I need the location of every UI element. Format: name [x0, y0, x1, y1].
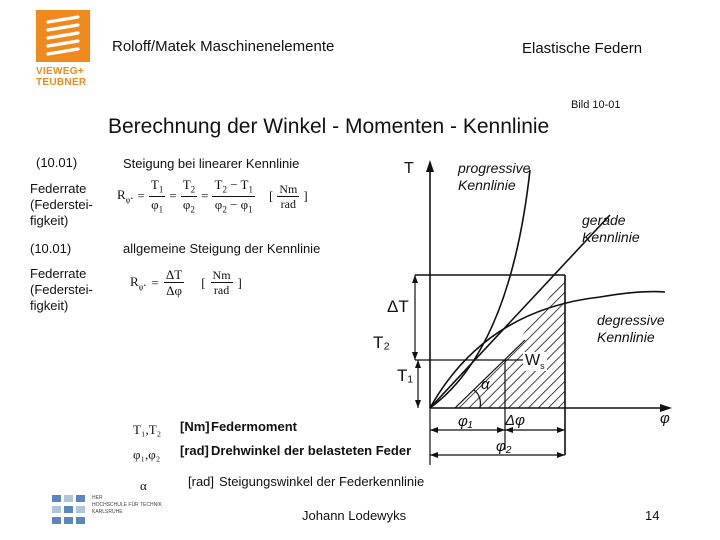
delta-t-arrow-bottom [412, 352, 418, 360]
delta-t-arrow-top [412, 275, 418, 283]
phi1-arrow-right [497, 427, 505, 433]
eq1-r: $R_\varphi$. [117, 187, 134, 205]
ws-sub: s [540, 361, 545, 372]
eq2-r: $R_\varphi$. [130, 273, 147, 292]
legend-text-2: Drehwinkel der belasteten Feder [211, 443, 412, 458]
chapter-title: Elastische Federn [522, 40, 643, 57]
eq1-frac-1: $\frac{T_1}{\varphi_1}$ [150, 177, 164, 215]
logo-line1: VIEWEG+ [36, 66, 84, 77]
gerade-line1: gerade [582, 212, 626, 228]
label2-line3: figkeit) [30, 298, 69, 313]
delta-phi-label: Δφ [505, 412, 525, 429]
axis-t-label: T [404, 160, 414, 177]
label-federrate-1 [30, 181, 93, 229]
phi1-label: φ₁ [458, 413, 473, 430]
school-line3: KARLSRUHE [92, 509, 123, 515]
label1-line2: (Federstei- [30, 197, 93, 212]
eq2-formula: $R_\varphi$. = $\frac{\Delta T}{\Delta\varphi}$ [ $\frac{Nm}{\text{rad}}$ ] [130, 267, 242, 298]
delta-t-label: ΔT [387, 297, 409, 316]
label2-line1: Federrate [30, 266, 87, 281]
ws-letter: W [525, 352, 541, 369]
eq1-formula: $R_\varphi$. = $\frac{T_1}{\varphi_1}$ = $\frac{T_2}{\varphi_2}$ = $\frac{T_2 - T_1}{\varphi_2 - \varphi_1}$ [ $\frac{Nm}{\text{rad}}$ ] [117, 177, 308, 215]
legend-text-3: Steigungswinkel der Federkennlinie [219, 474, 425, 489]
book-title: Roloff/Matek Maschinenelemente [112, 38, 335, 55]
phi2-arrow-left [430, 452, 438, 458]
delta-phi-arrow-right [557, 427, 565, 433]
eq2-frac: $\frac{\Delta T}{\Delta\varphi}$ [165, 267, 183, 298]
label2-line2: (Federstei- [30, 282, 93, 297]
label1-line1: Federrate [30, 181, 87, 196]
progressive-label [458, 160, 530, 194]
legend-unit-1: [Nm] [180, 419, 210, 434]
spring-characteristic-diagram [360, 150, 690, 470]
label1-line3: figkeit) [30, 213, 69, 228]
progressive-line1: progressive [458, 160, 531, 176]
eq2-number: (10.01) [30, 241, 72, 256]
page-number: 14 [645, 508, 660, 523]
phi2-arrow-right [557, 452, 565, 458]
eq2-unit-frac: $\frac{Nm}{\text{rad}}$ [212, 268, 231, 297]
eq2-heading: allgemeine Steigung der Kennlinie [123, 241, 321, 256]
phi1-arrow-left [430, 427, 438, 433]
eq1-equals-3: = [201, 188, 209, 204]
school-line2: HOCHSCHULE FÜR TECHNIK [92, 502, 162, 508]
progressive-line2: Kennlinie [458, 177, 516, 193]
legend-text-1: Federmoment [211, 419, 297, 434]
axis-phi-label: φ [660, 410, 670, 427]
t2-label: T₂ [373, 333, 390, 352]
eq1-equals-2: = [169, 188, 177, 204]
eq1-equals-1: = [137, 188, 145, 204]
page-title: Berechnung der Winkel - Momenten - Kennlinie [108, 115, 550, 138]
degressive-label [597, 312, 665, 346]
gerade-label [582, 212, 640, 246]
legend-unit-3: [rad] [188, 474, 215, 489]
alpha-label: α [481, 376, 490, 393]
eq1-unit: [ [269, 188, 274, 204]
school-logo [52, 495, 162, 525]
school-logo-graphic [52, 495, 86, 525]
degressive-line2: Kennlinie [597, 329, 655, 345]
legend-sym-2: φ₁,φ₂ [133, 447, 161, 462]
publisher-logo [36, 10, 90, 88]
ws-label [523, 352, 547, 371]
t-axis-arrow [426, 160, 434, 172]
legend-sym-1: T₁,T₂ [133, 422, 162, 437]
t1-label: T₁ [397, 366, 414, 385]
eq1-heading: Steigung bei linearer Kennlinie [123, 156, 300, 171]
author: Johann Lodewyks [302, 508, 407, 523]
gerade-line2: Kennlinie [582, 229, 640, 245]
legend-unit-2: [rad] [180, 443, 209, 458]
bild-label: Bild 10-01 [571, 99, 621, 111]
logo-graphic [36, 10, 90, 62]
eq1-unit-frac: $\frac{Nm}{\text{rad}}$ [279, 181, 298, 211]
logo-line2: TEUBNER [36, 77, 87, 88]
legend-sym-3: α [140, 478, 147, 493]
label-federrate-2 [30, 266, 93, 314]
eq1-number: (10.01) [36, 155, 78, 170]
ws-area [455, 275, 565, 408]
eq1-frac-2: $\frac{T_2}{\varphi_2}$ [182, 177, 196, 215]
eq1-frac-3: $\frac{T_2 - T_1}{\varphi_2 - \varphi_1}$ [214, 177, 253, 215]
phi2-label: φ₂ [496, 438, 512, 455]
t1-arrow-bottom [415, 400, 421, 408]
degressive-line1: degressive [597, 312, 665, 328]
school-name [92, 495, 162, 516]
t1-arrow-top [415, 360, 421, 368]
school-line1: HER [92, 495, 103, 501]
